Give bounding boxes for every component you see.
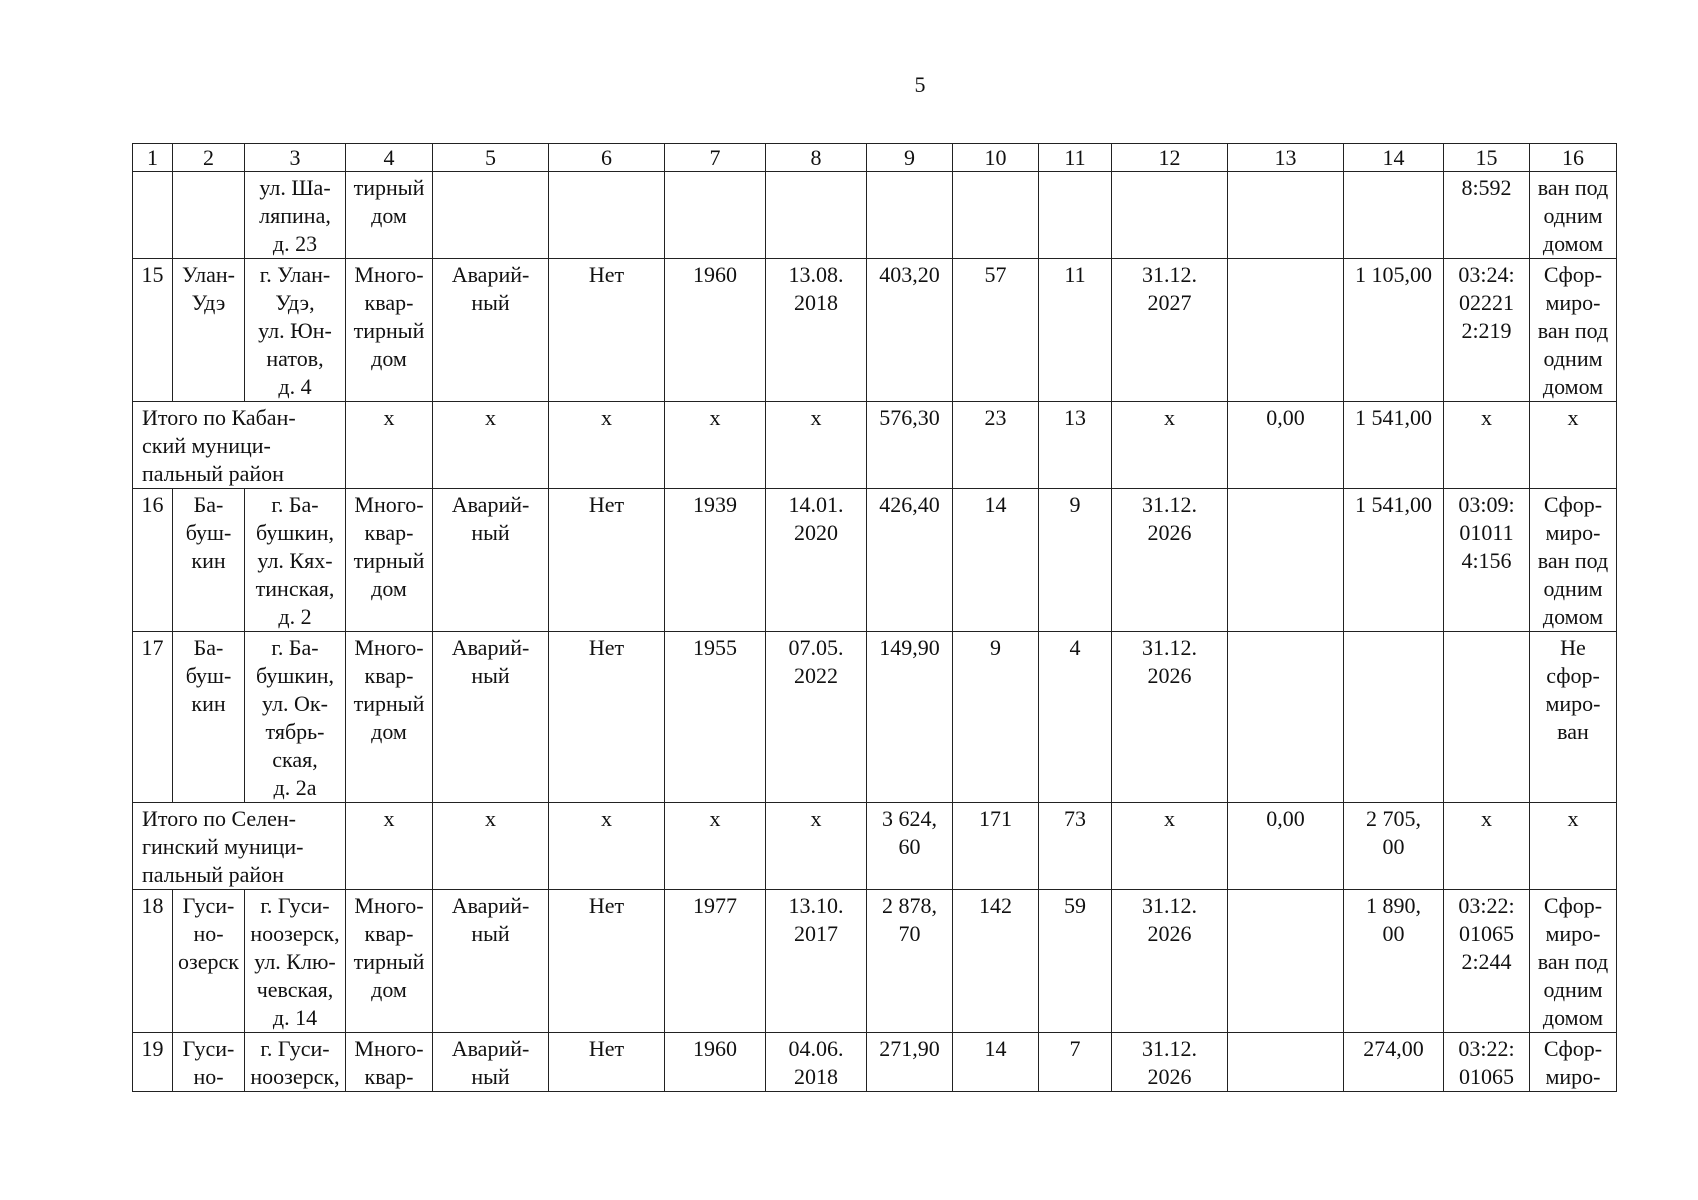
table-cell [133, 172, 173, 259]
table-cell: 7 [1039, 1033, 1112, 1092]
total-cell: х [665, 402, 766, 489]
table-cell: ван под одним домом [1530, 172, 1617, 259]
total-cell: х [1112, 402, 1228, 489]
table-cell: 18 [133, 890, 173, 1033]
table-cell: ул. Ша- ляпина, д. 23 [245, 172, 346, 259]
total-cell: х [1444, 402, 1530, 489]
table-cell: Аварий- ный [433, 632, 549, 803]
table-cell: 57 [953, 259, 1039, 402]
table-cell: 07.05. 2022 [766, 632, 867, 803]
table-cell: 16 [133, 489, 173, 632]
total-cell: х [433, 402, 549, 489]
total-cell: 171 [953, 803, 1039, 890]
table-cell: Нет [549, 632, 665, 803]
table-cell: Не сфор- миро- ван [1530, 632, 1617, 803]
table-cell: 8:592 [1444, 172, 1530, 259]
table-cell [1444, 632, 1530, 803]
table-cell: 1939 [665, 489, 766, 632]
total-cell: х [1112, 803, 1228, 890]
table-cell [1344, 172, 1444, 259]
column-number-cell: 3 [245, 144, 346, 172]
table-cell [953, 172, 1039, 259]
total-cell: 0,00 [1228, 803, 1344, 890]
table-cell: 31.12. 2026 [1112, 1033, 1228, 1092]
total-cell: х [766, 803, 867, 890]
table-cell: 03:24: 02221 2:219 [1444, 259, 1530, 402]
table-cell: 19 [133, 1033, 173, 1092]
table-cell [1228, 172, 1344, 259]
table-cell: 13.10. 2017 [766, 890, 867, 1033]
district-total-row [133, 402, 1617, 489]
total-cell: 0,00 [1228, 402, 1344, 489]
total-cell: х [1530, 803, 1617, 890]
table-cell: 03:22: 01065 [1444, 1033, 1530, 1092]
table-cell [173, 172, 245, 259]
table-cell: г. Улан- Удэ, ул. Юн- натов, д. 4 [245, 259, 346, 402]
district-total-label: Итого по Кабан- ский муници- пальный район [133, 402, 346, 489]
table-cell: 59 [1039, 890, 1112, 1033]
table-cell: Аварий- ный [433, 890, 549, 1033]
table-cell [1112, 172, 1228, 259]
table-cell: 1 105,00 [1344, 259, 1444, 402]
table-cell: Много- квар- тирный дом [346, 489, 433, 632]
table-cell: 9 [953, 632, 1039, 803]
total-cell: 3 624, 60 [867, 803, 953, 890]
column-number-cell: 8 [766, 144, 867, 172]
table-cell: Много- квар- тирный дом [346, 890, 433, 1033]
table-cell: 142 [953, 890, 1039, 1033]
table-cell: 1 541,00 [1344, 489, 1444, 632]
table-cell: 149,90 [867, 632, 953, 803]
table-row [133, 632, 1617, 803]
table-cell [665, 172, 766, 259]
table-cell: 14 [953, 1033, 1039, 1092]
table-cell: Улан- Удэ [173, 259, 245, 402]
column-number-row [133, 144, 1617, 172]
column-number-cell: 13 [1228, 144, 1344, 172]
table-cell: 14 [953, 489, 1039, 632]
table-cell [1228, 1033, 1344, 1092]
total-cell: 23 [953, 402, 1039, 489]
table-cell: тирный дом [346, 172, 433, 259]
table-cell: 403,20 [867, 259, 953, 402]
table-cell: 31.12. 2027 [1112, 259, 1228, 402]
table-cell: Гуси- но- [173, 1033, 245, 1092]
table-cell: Сфор- миро- [1530, 1033, 1617, 1092]
column-number-cell: 6 [549, 144, 665, 172]
table-cell [867, 172, 953, 259]
table-cell: Аварий- ный [433, 1033, 549, 1092]
table-cell: 1977 [665, 890, 766, 1033]
total-cell: 73 [1039, 803, 1112, 890]
column-number-cell: 16 [1530, 144, 1617, 172]
table-cell [433, 172, 549, 259]
page-number: 5 [914, 72, 926, 97]
table-cell [1228, 632, 1344, 803]
column-number-cell: 2 [173, 144, 245, 172]
table-cell: 15 [133, 259, 173, 402]
table-cell: Много- квар- тирный дом [346, 259, 433, 402]
table-cell [1228, 890, 1344, 1033]
table-cell: Аварий- ный [433, 259, 549, 402]
table-cell: 271,90 [867, 1033, 953, 1092]
table-cell: г. Ба- бушкин, ул. Кях- тинская, д. 2 [245, 489, 346, 632]
table-cell [1228, 259, 1344, 402]
table-cell: Аварий- ный [433, 489, 549, 632]
table-cell: Нет [549, 489, 665, 632]
table-cell [1344, 632, 1444, 803]
table-cell: Много- квар- [346, 1033, 433, 1092]
table-body [133, 144, 1617, 1092]
table-cell: 31.12. 2026 [1112, 890, 1228, 1033]
total-cell: х [433, 803, 549, 890]
table-cell: 17 [133, 632, 173, 803]
table-cell: 1960 [665, 259, 766, 402]
district-total-row [133, 803, 1617, 890]
total-cell: х [346, 803, 433, 890]
total-cell: 13 [1039, 402, 1112, 489]
table-cell: 14.01. 2020 [766, 489, 867, 632]
table-cell: 03:22: 01065 2:244 [1444, 890, 1530, 1033]
table-cell [1228, 489, 1344, 632]
total-cell: х [766, 402, 867, 489]
table-row [133, 890, 1617, 1033]
table-cell: 1960 [665, 1033, 766, 1092]
column-number-cell: 12 [1112, 144, 1228, 172]
table-cell [766, 172, 867, 259]
column-number-cell: 1 [133, 144, 173, 172]
column-number-cell: 9 [867, 144, 953, 172]
column-number-cell: 7 [665, 144, 766, 172]
table-cell: 04.06. 2018 [766, 1033, 867, 1092]
column-number-cell: 10 [953, 144, 1039, 172]
total-cell: 576,30 [867, 402, 953, 489]
total-cell: х [1444, 803, 1530, 890]
table-cell: г. Гуси- ноозерск, [245, 1033, 346, 1092]
total-cell: х [665, 803, 766, 890]
table-row [133, 489, 1617, 632]
table-cell: 1 890, 00 [1344, 890, 1444, 1033]
table-cell: 2 878, 70 [867, 890, 953, 1033]
table-cell: 426,40 [867, 489, 953, 632]
total-cell: х [549, 402, 665, 489]
column-number-cell: 11 [1039, 144, 1112, 172]
district-total-label: Итого по Селен- гинский муници- пальный район [133, 803, 346, 890]
table-cell: Ба- буш- кин [173, 632, 245, 803]
column-number-cell: 15 [1444, 144, 1530, 172]
table-cell: 03:09: 01011 4:156 [1444, 489, 1530, 632]
table-cell: 1955 [665, 632, 766, 803]
column-number-cell: 5 [433, 144, 549, 172]
table-row [133, 259, 1617, 402]
table-cell: Нет [549, 1033, 665, 1092]
table-cell: 31.12. 2026 [1112, 632, 1228, 803]
table-cell: Сфор- миро- ван под одним домом [1530, 259, 1617, 402]
housing-register-table [132, 143, 1617, 1092]
column-number-cell: 14 [1344, 144, 1444, 172]
column-number-cell: 4 [346, 144, 433, 172]
table-cell [549, 172, 665, 259]
table-row [133, 172, 1617, 259]
table-cell: Сфор- миро- ван под одним домом [1530, 890, 1617, 1033]
table-cell: Много- квар- тирный дом [346, 632, 433, 803]
table-cell: 9 [1039, 489, 1112, 632]
table-cell: г. Гуси- ноозерск, ул. Клю- чевская, д. 14 [245, 890, 346, 1033]
table-row [133, 1033, 1617, 1092]
table-cell: Сфор- миро- ван под одним домом [1530, 489, 1617, 632]
table-cell: 4 [1039, 632, 1112, 803]
total-cell: х [549, 803, 665, 890]
table-cell: г. Ба- бушкин, ул. Ок- тябрь- ская, д. 2а [245, 632, 346, 803]
table-cell: Ба- буш- кин [173, 489, 245, 632]
table-cell: Гуси- но- озерск [173, 890, 245, 1033]
table-cell: 13.08. 2018 [766, 259, 867, 402]
total-cell: х [1530, 402, 1617, 489]
table-cell: Нет [549, 890, 665, 1033]
table-cell [1039, 172, 1112, 259]
total-cell: х [346, 402, 433, 489]
table-cell: 11 [1039, 259, 1112, 402]
total-cell: 2 705, 00 [1344, 803, 1444, 890]
total-cell: 1 541,00 [1344, 402, 1444, 489]
table-cell: 274,00 [1344, 1033, 1444, 1092]
table-cell: Нет [549, 259, 665, 402]
table-cell: 31.12. 2026 [1112, 489, 1228, 632]
